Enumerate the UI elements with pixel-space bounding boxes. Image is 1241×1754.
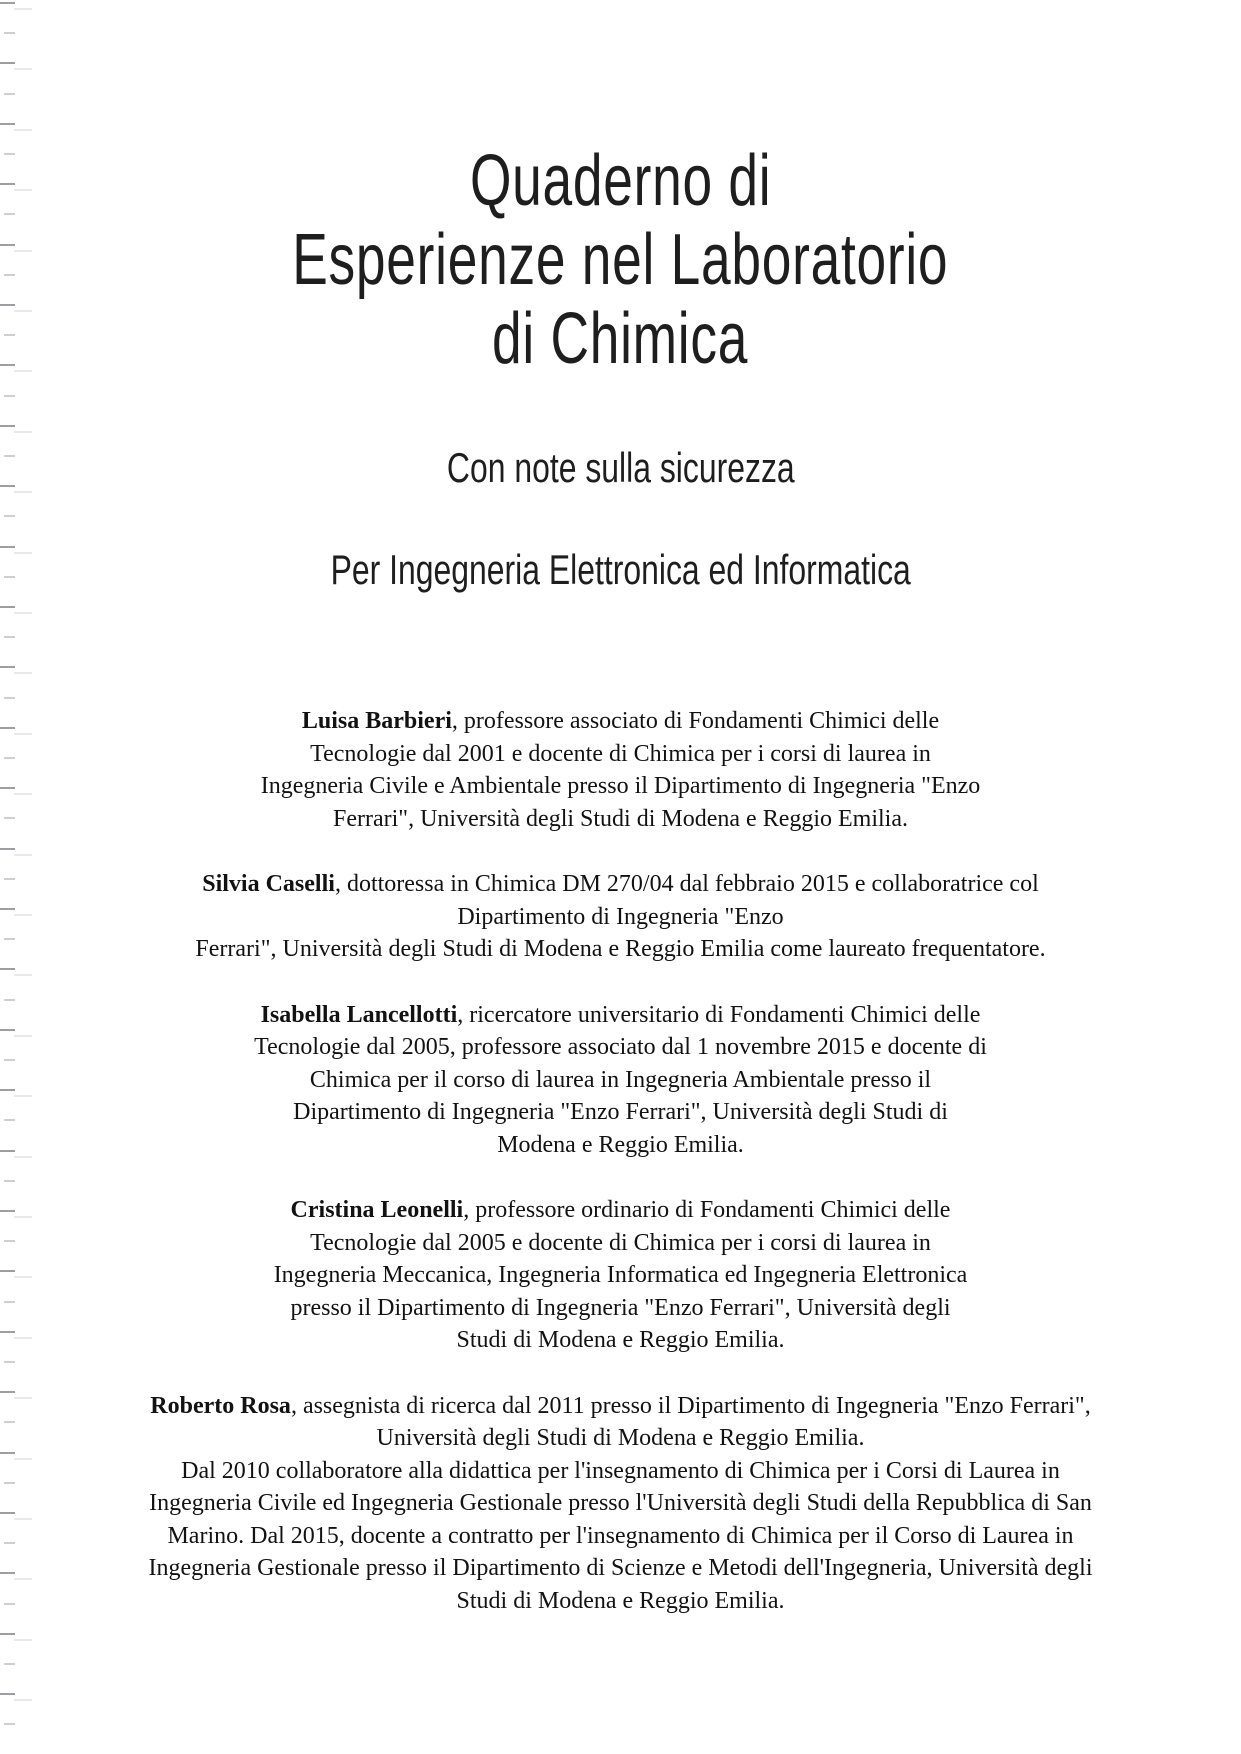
course-subtitle [0, 545, 1241, 595]
page-edge-tick-ghost [14, 1699, 32, 1701]
author-bio-line: Dipartimento di Ingegneria "Enzo [457, 903, 784, 930]
author-name: Silvia Caselli [202, 871, 335, 897]
author-bio-line: Ferrari", Università degli Studi di Modena e Reggio Emilia. [332, 805, 908, 832]
author-bio-line: Luisa Barbieri, professore associato di Fondamenti Chimici delle [301, 708, 940, 734]
author-bio-line: Tecnologie dal 2005, professore associato dal 1 novembre 2015 e docente di [254, 1034, 987, 1060]
author-bio-line: Chimica per il corso di laurea in Ingegneria Ambientale presso il [309, 1066, 932, 1093]
book-title [0, 0, 1241, 379]
author-bio-line: Cristina Leonelli, professore ordinario di Fondamenti Chimici delle [290, 1197, 951, 1223]
author-bio-line: Roberto Rosa, assegnista di ricerca dal 2011 presso il Dipartimento di Ingegneria "Enzo Ferrari", [150, 1392, 1091, 1419]
author-bio [0, 999, 1241, 1162]
book-title-line [0, 221, 1241, 300]
book-title-line [0, 142, 1241, 221]
page-edge-tick-ghost [14, 1639, 32, 1641]
safety-note-subtitle [0, 443, 1241, 493]
page-edge-tick [0, 1693, 15, 1695]
author-bio-line: Isabella Lancellotti, ricercatore universitario di Fondamenti Chimici delle [260, 1001, 981, 1028]
author-bio-line: Università degli Studi di Modena e Reggio Emilia. [376, 1425, 865, 1451]
author-bio-line: Marino. Dal 2015, docente a contratto per l'insegnamento di Chimica per il Corso di Laurea in [167, 1522, 1074, 1549]
author-bio [0, 1390, 1241, 1618]
author-bio [0, 705, 1241, 835]
author-bio-line: Dal 2010 collaboratore alla didattica per l'insegnamento di Chimica per i Corsi di Laurea in [181, 1457, 1060, 1484]
author-bio-line: Ferrari", Università degli Studi di Modena e Reggio Emilia come laureato frequentatore. [195, 936, 1046, 962]
author-bio-line: Ingegneria Meccanica, Ingegneria Informatica ed Ingegneria Elettronica [273, 1262, 968, 1288]
author-bio-line: Silvia Caselli, dottoressa in Chimica DM 270/04 dal febbraio 2015 e collaboratrice col [202, 871, 1039, 897]
author-bio-line: presso il Dipartimento di Ingegneria "Enzo Ferrari", Università degli [290, 1294, 951, 1321]
safety-note-text: Con note sulla sicurezza [446, 444, 795, 491]
author-bio-line: Ingegneria Gestionale presso il Dipartimento di Scienze e Metodi dell'Ingegneria, Università degli [148, 1555, 1093, 1581]
author-bio [0, 1194, 1241, 1357]
author-name: Isabella Lancellotti [260, 1001, 458, 1028]
author-name: Roberto Rosa [150, 1392, 291, 1419]
author-bio-line: Studi di Modena e Reggio Emilia. [456, 1587, 785, 1614]
author-bio-line: Tecnologie dal 2005 e docente di Chimica per i corsi di laurea in [310, 1229, 931, 1256]
author-bio-line: Ingegneria Civile e Ambientale presso il Dipartimento di Ingegneria "Enzo [260, 773, 981, 799]
book-title-line [0, 300, 1241, 379]
author-name: Cristina Leonelli [290, 1197, 464, 1223]
author-bio-line: Ingegneria Civile ed Ingegneria Gestionale presso l'Università degli Studi della Repubblica di San [149, 1490, 1092, 1516]
page-edge-tick [0, 1633, 15, 1635]
author-name: Luisa Barbieri [301, 708, 452, 734]
author-bio [0, 868, 1241, 966]
author-bio-line: Studi di Modena e Reggio Emilia. [456, 1327, 785, 1353]
book-title-text: Quaderno di [469, 141, 772, 221]
author-bio-line: Dipartimento di Ingegneria "Enzo Ferrari", Università degli Studi di [293, 1099, 948, 1125]
course-text: Per Ingegneria Elettronica ed Informatica [330, 546, 911, 593]
page-edge-tick [4, 1723, 15, 1725]
author-bios [0, 705, 1241, 1617]
book-title-text: Esperienze nel Laboratorio [292, 220, 949, 300]
author-bio-line: Tecnologie dal 2001 e docente di Chimica per i corsi di laurea in [310, 740, 931, 767]
page-edge-tick [4, 1663, 15, 1665]
book-title-text: di Chimica [492, 299, 749, 379]
author-bio-line: Modena e Reggio Emilia. [497, 1131, 744, 1158]
